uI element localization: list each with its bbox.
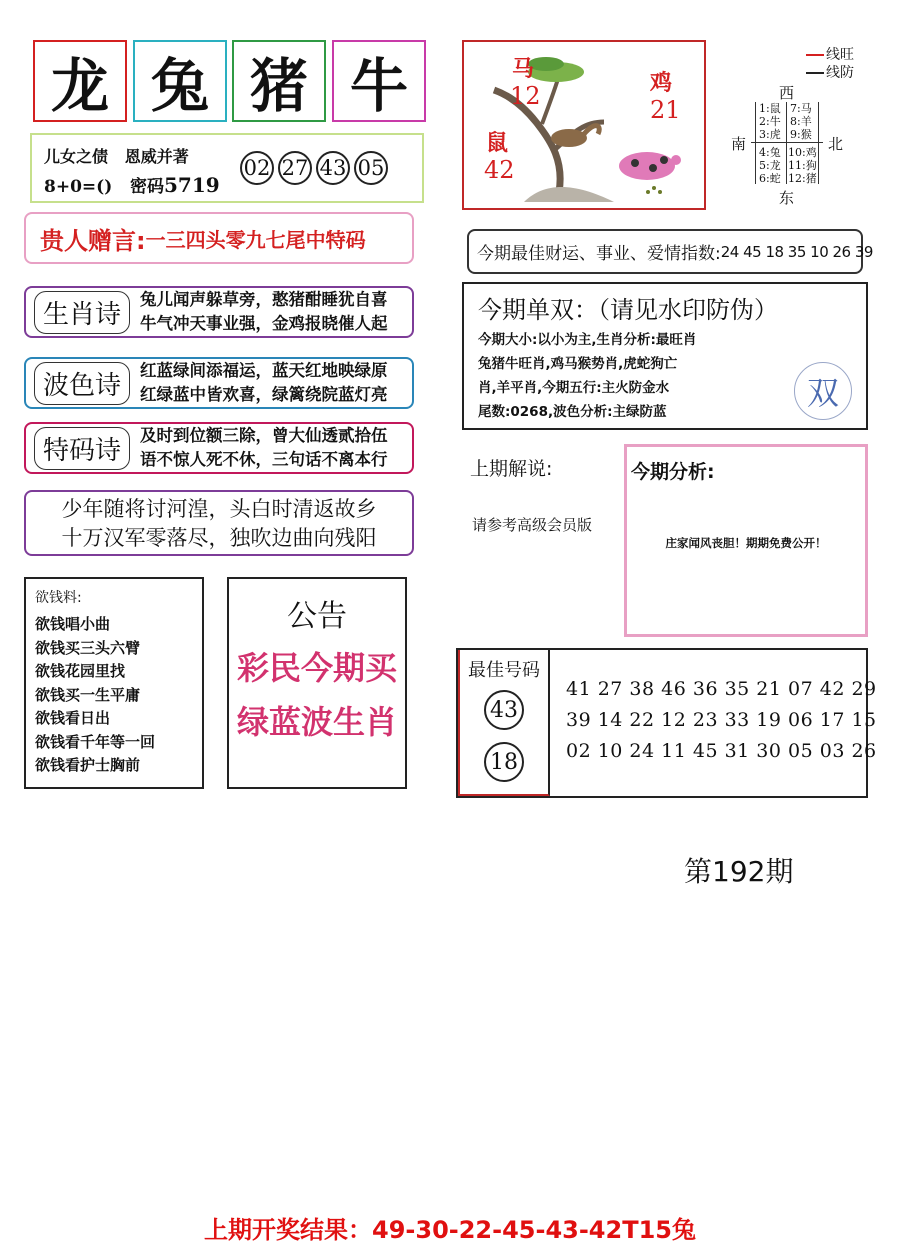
list-item: 欲钱花园里找 <box>35 662 126 680</box>
password-label: 密码 <box>130 177 164 197</box>
password-value: 5719 <box>164 173 220 197</box>
formula: 8+0=() <box>44 177 113 197</box>
poem-label: 特码诗 <box>34 427 130 470</box>
notice-box <box>227 577 407 789</box>
compass-west: 西 <box>779 84 795 102</box>
money-list-box <box>24 577 204 789</box>
poem-label: 生肖诗 <box>34 291 130 334</box>
best-numbers-box <box>456 648 877 798</box>
number-ball: 27 <box>278 151 312 185</box>
best-numbers-title: 最佳号码 <box>468 660 540 681</box>
list-item: 欲钱看日出 <box>35 709 111 727</box>
analysis-line: 今期大小:以小为主,生肖分析:最旺肖 <box>478 332 697 348</box>
zodiac-box-2: 兔 <box>133 40 227 122</box>
line-legend <box>806 46 854 82</box>
gift-words-box <box>24 212 414 264</box>
compass-cell: 9:猴 <box>790 128 812 141</box>
poem-label: 波色诗 <box>34 362 130 405</box>
legend-text: 线旺 <box>826 47 854 63</box>
rooster-number: 21 <box>650 96 681 124</box>
rooster-label: 鸡 <box>650 70 673 96</box>
zodiac-poem-box <box>24 286 414 338</box>
analysis-title: 今期分析: <box>631 461 715 483</box>
compass-cell: 8:羊 <box>790 115 812 128</box>
rat-label: 鼠 <box>486 130 509 156</box>
list-item: 欲钱看护士胸前 <box>35 756 141 774</box>
poem-line: 语不惊人死不休，三句话不离本行 <box>140 450 388 469</box>
header-balls <box>240 151 392 185</box>
single-double-title: 今期单双：（请见水印防伪） <box>478 296 778 324</box>
compass-diagram <box>725 82 855 212</box>
poem-line: 牛气冲天事业强，金鸡报晓催人起 <box>140 314 388 333</box>
analysis-line: 尾数:0268,波色分析:主绿防蓝 <box>478 404 667 420</box>
verse-line: 十万汉军零落尽，独吹边曲向残阳 <box>61 526 377 550</box>
list-item: 欲钱唱小曲 <box>35 615 111 633</box>
last-explain-title: 上期解说: <box>470 458 553 480</box>
compass-cell: 11:狗 <box>788 159 817 172</box>
poem-line: 红绿蓝中皆欢喜，绿篱绕院蓝灯亮 <box>140 385 388 404</box>
legend-text: 线防 <box>826 65 854 81</box>
analysis-text: 庄家闻风丧胆！期期免费公开！ <box>665 536 827 550</box>
compass-left-bar <box>755 102 756 184</box>
compass-hline <box>751 142 823 143</box>
poem-line: 及时到位额三除，曾大仙透贰拾伍 <box>140 426 388 445</box>
list-item: 欲钱买一生平庸 <box>35 685 141 704</box>
compass-east: 东 <box>779 189 795 207</box>
issue-number: 第192期 <box>684 855 794 888</box>
compass-cell: 4:兔 <box>759 146 781 159</box>
number-ball: 43 <box>316 151 350 185</box>
book-title: 儿女之债 <box>44 147 109 166</box>
compass-cell: 7:马 <box>790 102 812 115</box>
legend-black-line <box>806 72 824 74</box>
single-double-box <box>462 282 868 430</box>
horse-number: 12 <box>510 82 541 110</box>
special-code-poem-box <box>24 422 414 474</box>
compass-cell: 2:牛 <box>759 115 781 128</box>
best-ball: 43 <box>484 690 524 730</box>
number-ball: 05 <box>354 151 388 185</box>
notice-line: 彩民今期买 <box>236 649 397 687</box>
fortune-index-box <box>467 229 873 274</box>
compass-cell: 12:猪 <box>788 172 817 185</box>
best-ball: 18 <box>484 742 524 782</box>
money-list-title: 欲钱料: <box>35 590 82 606</box>
zodiac-box-4: 牛 <box>332 40 426 122</box>
notice-line: 绿蓝波生肖 <box>236 703 397 741</box>
zodiac-box-1: 龙 <box>33 40 127 122</box>
compass-cell: 1:鼠 <box>759 102 781 115</box>
analysis-box <box>624 444 868 637</box>
horse-label: 马 <box>512 56 535 82</box>
number-ball: 02 <box>240 151 274 185</box>
analysis-line: 肖,羊平肖,今期五行:主火防金水 <box>478 380 670 396</box>
number-row: 02 10 24 11 45 31 30 05 03 26 <box>566 740 877 762</box>
compass-cell: 10:鸡 <box>788 146 817 159</box>
compass-cell: 5:龙 <box>759 159 781 172</box>
compass-south: 南 <box>731 135 747 153</box>
last-explain-text: 请参考高级会员版 <box>472 516 593 534</box>
legend-red-line <box>806 54 824 56</box>
wave-color-poem-box <box>24 357 414 409</box>
verse-box <box>24 490 414 556</box>
gift-words-text: 一三四头零九七尾中特码 <box>145 227 366 252</box>
best-numbers-left <box>458 650 550 796</box>
zodiac-box-3: 猪 <box>232 40 326 122</box>
compass-vline <box>786 102 787 184</box>
watermark-double: 双 <box>794 362 852 420</box>
list-item: 欲钱看千年等一回 <box>35 732 156 751</box>
fortune-numbers: 24 45 18 35 10 26 39 <box>720 242 873 261</box>
number-row: 39 14 22 12 23 33 19 06 17 15 <box>566 709 877 731</box>
zodiac-picture-box <box>462 40 706 210</box>
compass-cell: 6:蛇 <box>759 172 781 185</box>
list-item: 欲钱买三头六臂 <box>35 638 141 657</box>
notice-title: 公告 <box>287 599 347 634</box>
compass-cell: 3:虎 <box>759 128 781 141</box>
number-row: 41 27 38 46 36 35 21 07 42 29 <box>566 678 877 700</box>
last-result: 上期开奖结果：49-30-22-45-43-42T15兔 <box>204 1216 696 1244</box>
poem-line: 红蓝绿间添福运，蓝天红地映绿原 <box>140 361 388 380</box>
fortune-label: 今期最佳财运、事业、爱情指数: <box>477 244 721 264</box>
verse-line: 少年随将讨河湟，头白时清返故乡 <box>61 497 377 521</box>
header-info-box <box>30 133 424 203</box>
gift-words-label: 贵人赠言: <box>40 226 146 255</box>
analysis-line: 兔猪牛旺肖,鸡马猴势肖,虎蛇狗亡 <box>478 356 678 372</box>
compass-north: 北 <box>828 135 844 153</box>
rat-number: 42 <box>484 156 515 184</box>
book-author: 恩威并著 <box>124 147 189 166</box>
poem-line: 兔儿闻声躲草旁，憨猪酣睡犹自喜 <box>140 290 388 309</box>
compass-right-bar <box>818 102 819 184</box>
